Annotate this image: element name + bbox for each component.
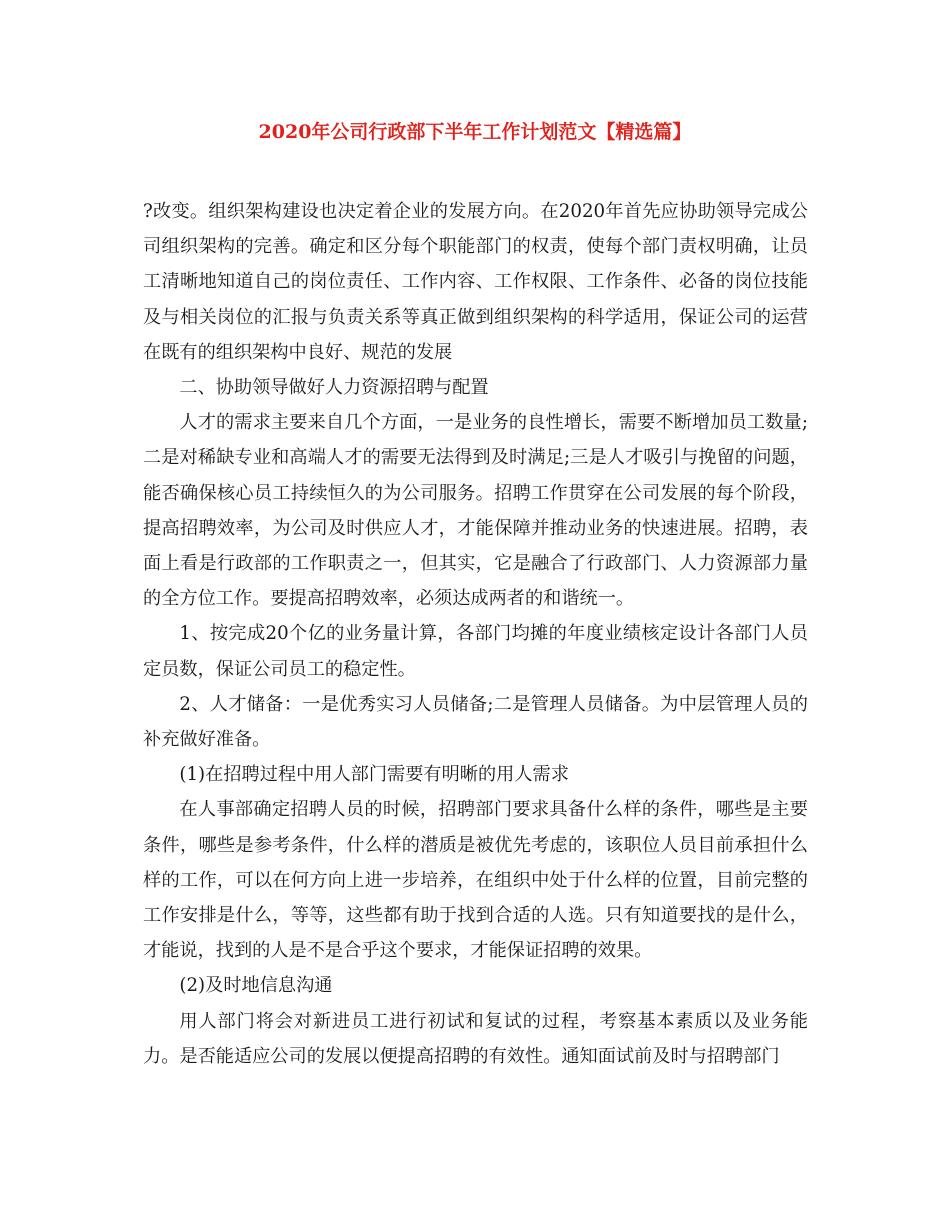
document-body (143, 194, 808, 1074)
paragraph: 在人事部确定招聘人员的时候，招聘部门要求具备什么样的条件，哪些是主要条件，哪些是参考条件，什么样的潜质是被优先考虑的，该职位人员目前承担什么样的工作，可以在何方向上进一步培养，在组织中处于什么样的位置，目前完整的工作安排是什么，等等，这些都有助于找到合适的人选。只有知道要找的是什么，才能说，找到的人是不是合乎这个要求，才能保证招聘的效果。 (143, 799, 808, 962)
list-item: 2、人才储备：一是优秀实习人员储备;二是管理人员储备。为中层管理人员的补充做好准备。 (143, 693, 808, 751)
paragraph: 用人部门将会对新进员工进行初试和复试的过程，考察基本素质以及业务能力。是否能适应公司的发展以便提高招聘的有效性。通知面试前及时与招聘部门 (143, 1010, 808, 1067)
list-item: 1、按完成20个亿的业务量计算，各部门均摊的年度业绩核定设计各部门人员定员数，保证公司员工的稳定性。 (143, 623, 808, 680)
document-title: 2020年公司行政部下半年工作计划范文【精选篇】 (258, 121, 692, 143)
section-heading: 二、协助领导做好人力资源招聘与配置 (179, 377, 489, 399)
sub-heading: (1)在招聘过程中用人部门需要有明晰的用人需求 (179, 764, 569, 786)
paragraph: ?改变。组织架构建设也决定着企业的发展方向。在2020年首先应协助领导完成公司组织架构的完善。确定和区分每个职能部门的权责，使每个部门责权明确，让员工清晰地知道自己的岗位责任、工作内容、工作权限、工作条件、必备的岗位技能及与相关岗位的汇报与负责关系等真正做到组织架构的科学适用，保证公司的运营在既有的组织架构中良好、规范的发展 (143, 201, 808, 363)
sub-heading: (2)及时地信息沟通 (179, 975, 333, 997)
paragraph: 人才的需求主要来自几个方面，一是业务的良性增长，需要不断增加员工数量;二是对稀缺专业和高端人才的需要无法得到及时满足;三是人才吸引与挽留的问题，能否确保核心员工持续恒久的为公司服务。招聘工作贯穿在公司发展的每个阶段，提高招聘效率，为公司及时供应人才，才能保障并推动业务的快速进展。招聘，表面上看是行政部的工作职责之一，但其实，它是融合了行政部门、人力资源部力量的全方位工作。要提高招聘效率，必须达成两者的和谐统一。 (143, 412, 808, 610)
